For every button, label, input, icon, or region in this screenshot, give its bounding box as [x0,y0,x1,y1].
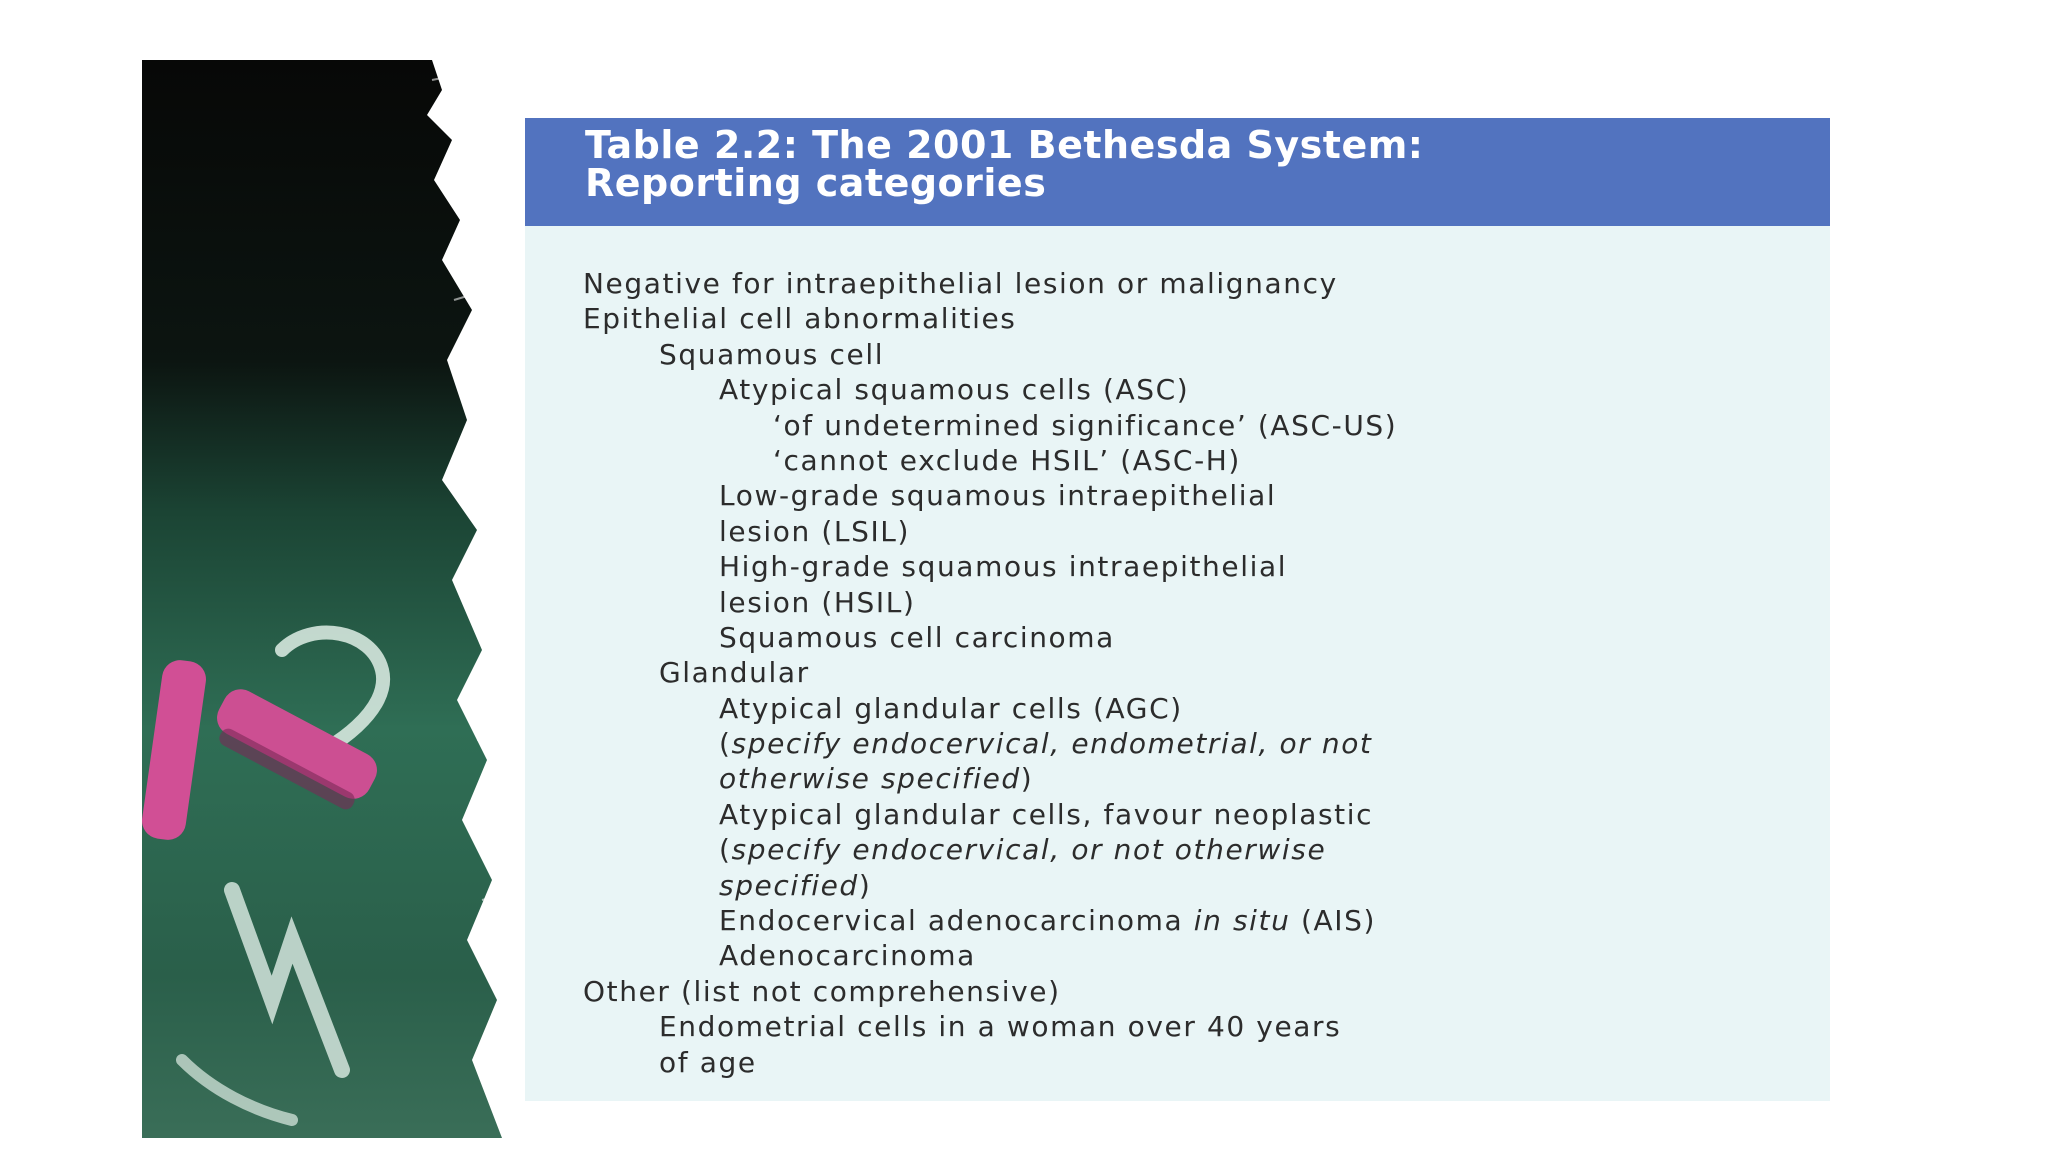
category-text: Adenocarcinoma [719,939,976,973]
category-text: Atypical glandular cells (AGC) [719,691,1183,725]
category-row [583,655,1823,690]
category-text: Atypical glandular cells, favour neoplastic [719,797,1374,831]
category-row [583,337,1823,372]
category-text: of age [659,1045,757,1079]
category-row [583,514,1823,549]
category-text: ‘of undetermined significance’ (ASC-US) [773,408,1398,442]
category-row [583,903,1823,938]
category-text: specify endocervical, or not otherwise [731,833,1327,867]
category-text: in situ [1193,904,1291,938]
category-row [583,549,1823,584]
category-text: High-grade squamous intraepithelial [719,550,1288,584]
category-text: ) [1020,762,1034,796]
category-row [583,372,1823,407]
category-row [583,797,1823,832]
category-text: lesion (LSIL) [719,514,911,548]
category-text: Endocervical adenocarcinoma [719,904,1194,938]
category-text: ( [719,727,732,761]
category-row [583,478,1823,513]
bethesda-table [525,118,1830,1101]
table-body [583,266,1823,1080]
category-row [583,832,1823,867]
category-text: ‘cannot exclude HSIL’ (ASC-H) [773,443,1241,477]
category-row [583,974,1823,1009]
category-text: Low-grade squamous intraepithelial [719,479,1277,513]
category-text: otherwise specified [719,762,1021,796]
category-text: Other (list not comprehensive) [583,974,1061,1008]
category-row [583,443,1823,478]
category-text: specify endocervical, endometrial, or not [731,727,1373,761]
category-row [583,585,1823,620]
category-row [583,266,1823,301]
category-text: (AIS) [1290,904,1376,938]
category-text: specified [719,868,859,902]
category-row [583,868,1823,903]
category-row [583,761,1823,796]
category-text: lesion (HSIL) [719,585,916,619]
category-row [583,620,1823,655]
table-title-line-2: Reporting categories [585,161,1047,205]
category-text: Negative for intraepithelial lesion or malignancy [583,267,1338,300]
category-row [583,938,1823,973]
category-row [583,1045,1823,1080]
table-title-line-1: Table 2.2: The 2001 Bethesda System: [585,123,1424,167]
chalkboard-decoration [142,60,522,1138]
category-text: Endometrial cells in a woman over 40 years [659,1010,1342,1044]
category-text: Squamous cell carcinoma [719,620,1115,654]
category-text: ( [719,833,732,867]
table-title [525,118,1830,226]
category-row [583,726,1823,761]
category-row [583,408,1823,443]
category-text: Epithelial cell abnormalities [583,302,1017,336]
category-text: Glandular [659,656,810,690]
category-row [583,1009,1823,1044]
category-text: ) [858,868,872,902]
category-text: Atypical squamous cells (ASC) [719,373,1190,407]
category-row [583,301,1823,336]
category-row [583,691,1823,726]
category-text: Squamous cell [659,337,885,371]
